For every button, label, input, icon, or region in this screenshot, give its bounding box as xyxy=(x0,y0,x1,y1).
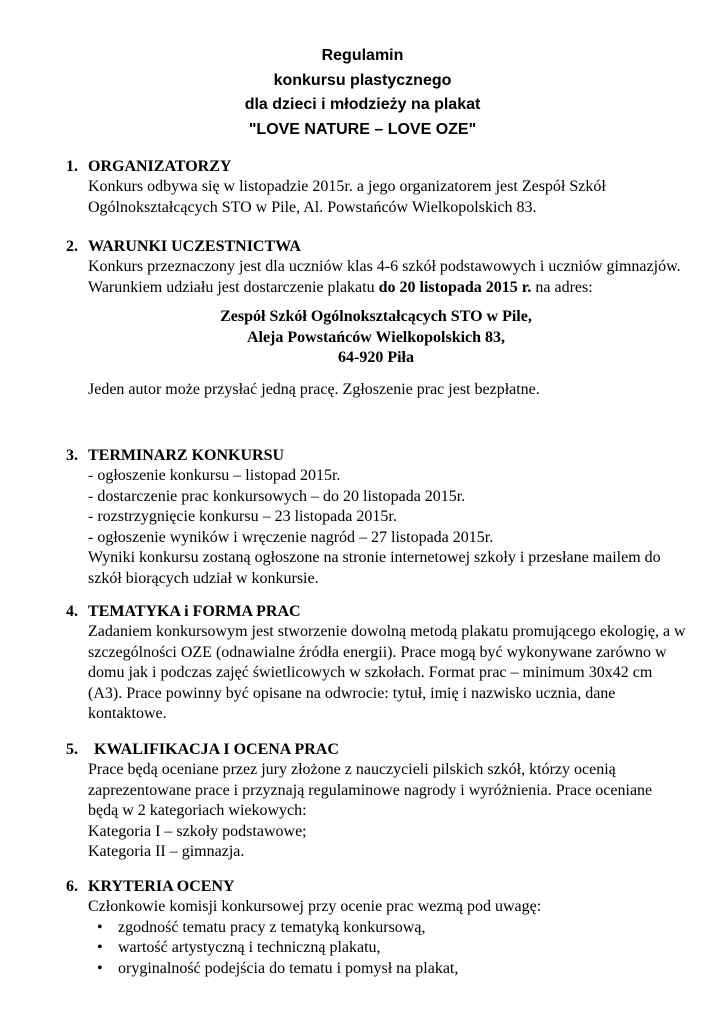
category-1: Kategoria I – szkoły podstawowe; xyxy=(88,822,307,840)
schedule-item: - rozstrzygnięcie konkursu – 23 listopada 2015r. xyxy=(88,508,397,525)
section-text: Zadaniem konkursowym jest stworzenie dowolną metodą plakatu promującego ekologię, a w szczególności OZE (odnawialne źródła energii). Prace mogą być wykonywane zarówno w domu jak i podczas zajęć świetlicowych w szkołach. Format prac – minimum 30x42 cm (A3). Prace powinny być opisane na odwrocie: tytuł, imię i nazwisko ucznia, dane kontaktowe. xyxy=(88,623,686,722)
list-item-text: oryginalność podejścia do tematu i pomysł na plakat, xyxy=(118,959,459,977)
section-conditions xyxy=(66,237,686,400)
deadline-text: do 20 listopada 2015 r. xyxy=(378,278,532,296)
section-number: 4. xyxy=(66,603,78,620)
list-item-text: wartość artystyczną i techniczną plakatu, xyxy=(118,939,381,956)
section-heading xyxy=(66,740,686,760)
section-title: TEMATYKA i FORMA PRAC xyxy=(88,603,301,620)
bullet-icon: • xyxy=(97,918,103,936)
schedule-item: - ogłoszenie konkursu – listopad 2015r. xyxy=(88,467,341,484)
section-number: 2. xyxy=(66,238,78,255)
section-number: 5. xyxy=(66,741,78,758)
section-text: Członkowie komisji konkursowej przy ocenie prac wezmą pod uwagę: xyxy=(88,898,542,915)
list-item xyxy=(88,918,686,939)
title-line-2: konkursu plastycznego xyxy=(273,71,452,89)
section-criteria xyxy=(66,877,686,979)
title-line-3: dla dzieci i młodzieży na plakat xyxy=(244,96,481,113)
category-2: Kategoria II – gimnazja. xyxy=(88,843,245,860)
section-heading xyxy=(66,446,686,466)
section-schedule xyxy=(66,446,686,589)
bullet-icon: • xyxy=(97,939,103,956)
section-heading xyxy=(66,877,686,897)
schedule-item: - dostarczenie prac konkursowych – do 20 listopada 2015r. xyxy=(88,487,466,505)
section-title: TERMINARZ KONKURSU xyxy=(88,447,285,464)
address-block xyxy=(66,307,686,369)
section-heading xyxy=(66,602,686,622)
section-note: Jeden autor może przysłać jedną pracę. Zgłoszenie prac jest bezpłatne. xyxy=(88,380,540,398)
section-text: Prace będą oceniane przez jury złożone z nauczycieli pilskich szkół, którzy ocenią zaprezentowane prace i przyznają regulaminowe nagrody i wyróżnienia. Prace oceniane będą w 2 kategoriach wiekowych: xyxy=(88,761,653,819)
section-heading xyxy=(66,237,686,257)
section-organizers xyxy=(66,157,686,218)
list-item-text: zgodność tematu pracy z tematyką konkursową, xyxy=(118,918,426,936)
text-before: Konkurs przeznaczony jest dla uczniów klas 4-6 szkół podstawowych i uczniów gimnazjów. Warunkiem udziału jest dostarczenie plakatu xyxy=(88,258,681,296)
address-line-2: Aleja Powstańców Wielkopolskich 83, xyxy=(246,328,506,346)
section-heading xyxy=(66,157,686,177)
address-line-3: 64-920 Piła xyxy=(338,349,414,366)
section-title: KWALIFIKACJA I OCENA PRAC xyxy=(94,741,339,758)
criteria-list xyxy=(88,918,686,980)
section-text: Konkurs odbywa się w listopadzie 2015r. a jego organizatorem jest Zespół Szkół Ogólnokształcących STO w Pile, Al. Powstańców Wielkopolskich 83. xyxy=(88,178,606,216)
section-number: 6. xyxy=(66,878,78,895)
schedule-item: - ogłoszenie wyników i wręczenie nagród – 27 listopada 2015r. xyxy=(88,528,494,546)
list-item xyxy=(88,938,686,959)
section-title: WARUNKI UCZESTNICTWA xyxy=(88,238,301,255)
document-title xyxy=(0,44,725,142)
section-number: 1. xyxy=(66,158,78,175)
section-number: 3. xyxy=(66,447,78,464)
section-theme xyxy=(66,602,686,725)
section-title: KRYTERIA OCENY xyxy=(88,878,235,895)
section-qualification xyxy=(66,740,686,863)
list-item xyxy=(88,959,686,980)
title-line-4: "LOVE NATURE – LOVE OZE" xyxy=(248,120,477,138)
section-text xyxy=(88,257,686,298)
title-line-1: Regulamin xyxy=(321,47,404,64)
section-text: Wyniki konkursu zostaną ogłoszone na stronie internetowej szkoły i przesłane mailem do szkół biorących udział w konkursie. xyxy=(88,549,661,587)
text-after: na adres: xyxy=(531,278,593,296)
section-title: ORGANIZATORZY xyxy=(88,158,232,175)
bullet-icon: • xyxy=(97,959,103,977)
address-line-1: Zespół Szkół Ogólnokształcących STO w Pile, xyxy=(220,308,532,325)
